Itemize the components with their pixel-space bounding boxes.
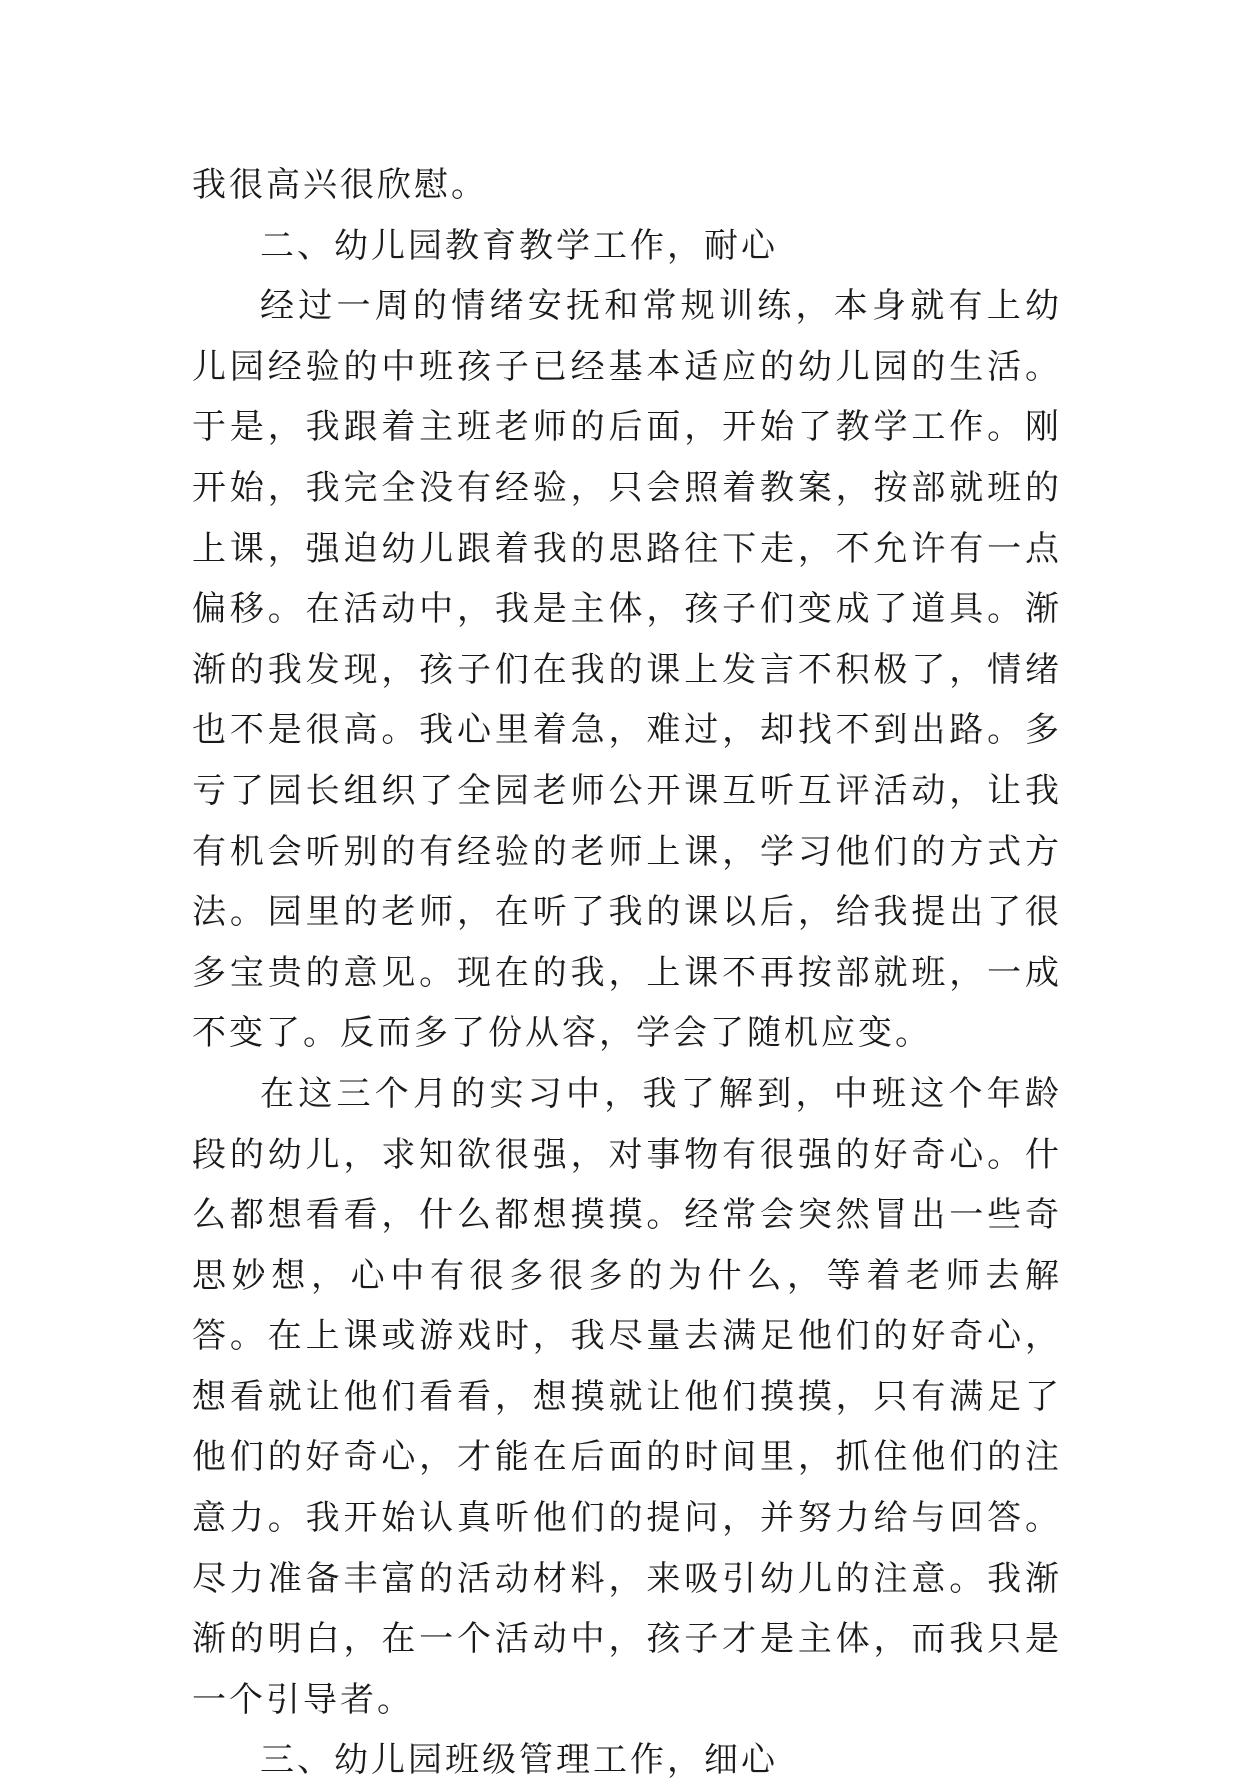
paragraph-teaching-experience: 经过一周的情绪安抚和常规训练，本身就有上幼儿园经验的中班孩子已经基本适应的幼儿园的生活。于是，我跟着主班老师的后面，开始了教学工作。刚开始，我完全没有经验，只会照着教案，按部就班的上课，强迫幼儿跟着我的思路往下走，不允许有一点偏移。在活动中，我是主体，孩子们变成了道具。渐渐的我发现，孩子们在我的课上发言不积极了，情绪也不是很高。我心里着急，难过，却找不到出路。多亏了园长组织了全园老师公开课互听互评活动，让我有机会听别的有经验的老师上课，学习他们的方式方法。园里的老师，在听了我的课以后，给我提出了很多宝贵的意见。现在的我，上课不再按部就班，一成不变了。反而多了份从容，学会了随机应变。 [192,286,1062,1054]
paragraph-children-curiosity: 在这三个月的实习中，我了解到，中班这个年龄段的幼儿，求知欲很强，对事物有很强的好奇心。什么都想看看，什么都想摸摸。经常会突然冒出一些奇思妙想，心中有很多很多的为什么，等着老师去解答。在上课或游戏时，我尽量去满足他们的好奇心，想看就让他们看看，想摸就让他们摸摸，只有满足了他们的好奇心，才能在后面的时间里，抓住他们的注意力。我开始认真听他们的提问，并努力给与回答。尽力准备丰富的活动材料，来吸引幼儿的注意。我渐渐的明白，在一个活动中，孩子才是主体，而我只是一个引导者。 [192,1073,1062,1720]
section-heading-teaching: 二、幼儿园教育教学工作，耐心 [260,225,778,266]
document-body [192,155,1062,1791]
paragraph-closing-line: 我很高兴很欣慰。 [192,165,488,205]
section-heading-class-management: 三、幼儿园班级管理工作，细心 [260,1740,778,1781]
